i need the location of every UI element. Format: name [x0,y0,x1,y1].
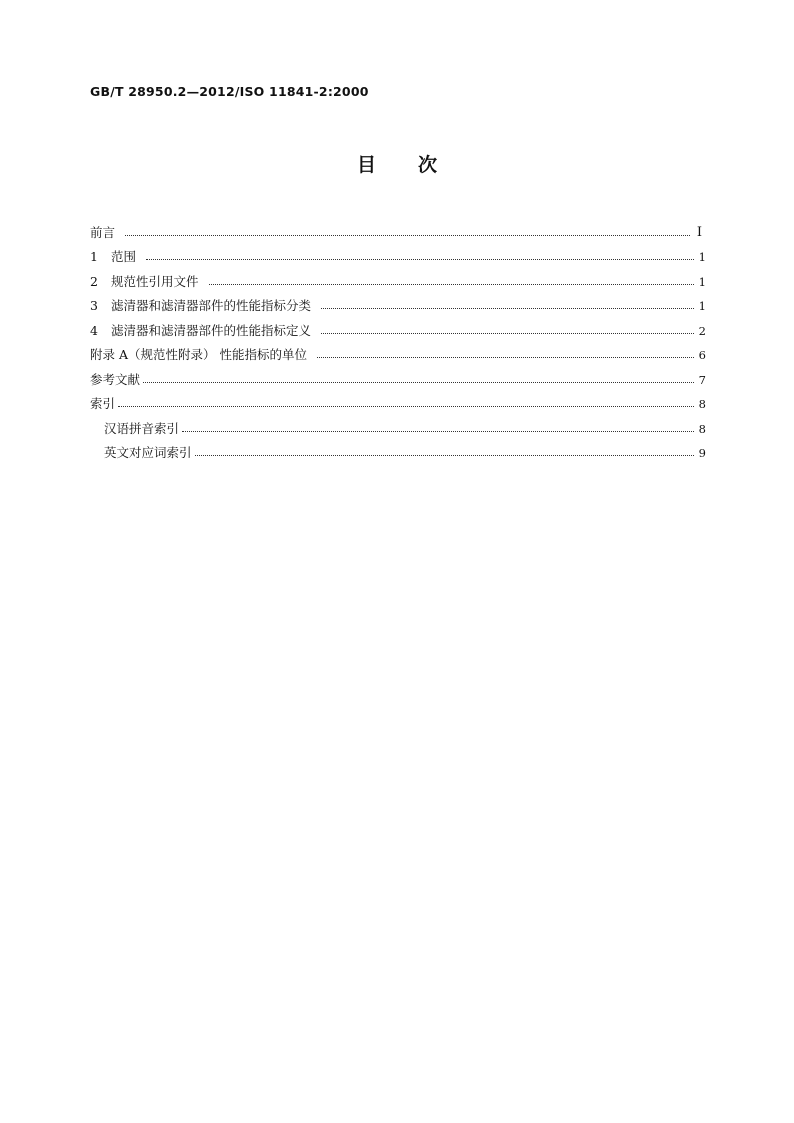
toc-entry-number: 3 [90,298,98,313]
toc-entry-label: 索引 [90,396,116,411]
toc-page-number: 1 [698,250,706,264]
toc-page-number: 8 [698,421,706,436]
dot-leader [118,393,694,411]
toc-entry-number: 1 [90,249,98,264]
toc-page-number: 8 [698,397,706,411]
toc-entry-text [90,346,317,364]
toc-entry-label: 规范性引用文件 [111,273,199,289]
toc-entry[interactable] [90,315,706,340]
toc-entry-number: 2 [90,273,98,289]
toc-page-number: I [696,224,702,240]
toc-entry-text [90,371,143,389]
toc-entry-label: 范围 [111,249,137,264]
toc-page-number: 2 [698,323,706,338]
dot-leader [182,418,694,436]
toc-entry-label: 滤清器和滤清器部件的性能指标定义 [111,322,312,338]
dot-leader [125,222,690,240]
toc-page-number: 1 [698,274,706,289]
toc-entry-label: 英文对应词索引 [104,445,192,460]
toc-entry[interactable] [90,364,706,389]
page-title: 目次 [356,154,479,176]
dot-leader [195,442,694,460]
toc-page-number: 7 [698,372,706,387]
toc-entry-text [90,395,118,413]
toc-entry-label: 附录 A（规范性附录） 性能指标的单位 [90,347,307,362]
toc-entry-label: 前言 [90,224,116,240]
dot-leader [143,369,694,387]
toc-entry-number: 4 [90,322,98,338]
toc-entry-text [90,273,209,291]
dot-leader [146,246,694,264]
toc-entry-label: 参考文献 [90,371,141,387]
toc-entry-text [104,444,195,462]
toc-entry-text [90,224,125,242]
toc-entry-label: 汉语拼音索引 [104,420,180,436]
toc-subentry[interactable] [90,438,706,463]
toc-entry-text [90,248,146,266]
dot-leader [209,271,694,289]
toc-entry[interactable] [90,217,706,242]
dot-leader [321,295,694,313]
toc-page-number: 1 [698,299,706,313]
toc-page-number: 9 [698,446,706,460]
toc-entry-text [90,297,321,315]
toc-page-number: 6 [698,348,706,362]
toc-entry[interactable] [90,291,706,316]
toc-entry[interactable] [90,389,706,414]
document-code: GB/T 28950.2—2012/ISO 11841-2:2000 [90,84,369,99]
toc-subentry[interactable] [90,413,706,438]
dot-leader [317,344,694,362]
toc-entry-text [90,322,321,340]
toc-entry-text [104,420,182,438]
table-of-contents [90,217,706,462]
toc-entry[interactable] [90,242,706,267]
toc-entry[interactable] [90,340,706,365]
toc-entry-label: 滤清器和滤清器部件的性能指标分类 [111,298,312,313]
dot-leader [321,320,694,338]
toc-entry[interactable] [90,266,706,291]
